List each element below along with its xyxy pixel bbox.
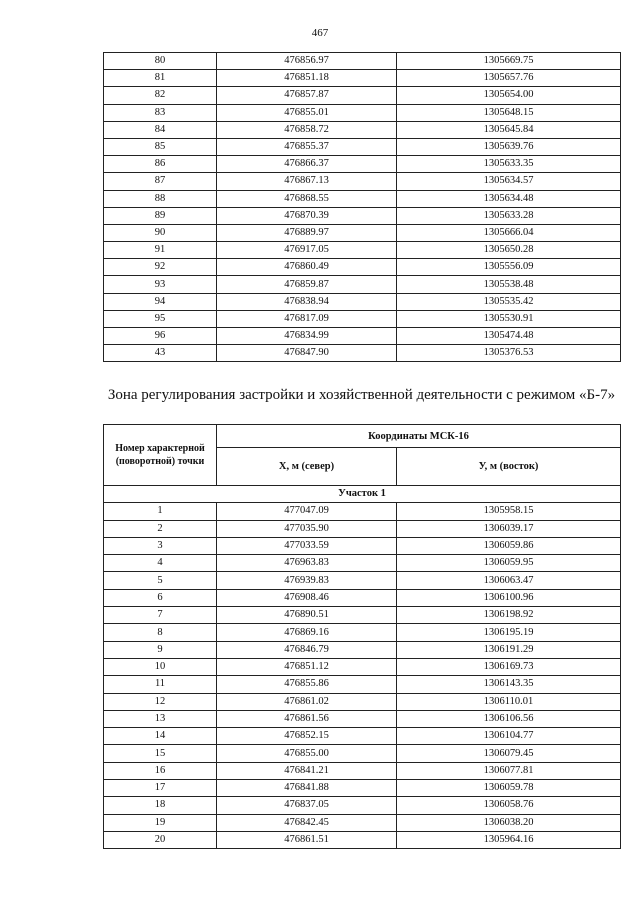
table-row [104, 70, 621, 87]
table-row [104, 572, 621, 589]
cell-x: 477033.59 [217, 537, 397, 554]
cell-y: 1306198.92 [397, 607, 621, 624]
cell-x: 476837.05 [217, 797, 397, 814]
table-row [104, 121, 621, 138]
cell-x: 476870.39 [217, 207, 397, 224]
table2-body [104, 486, 621, 849]
cell-x: 476846.79 [217, 641, 397, 658]
table-row [104, 814, 621, 831]
header-point-number: Номер характерной (поворотной) точки [104, 425, 217, 486]
cell-x: 476860.49 [217, 259, 397, 276]
table-row [104, 207, 621, 224]
cell-y: 1306059.95 [397, 555, 621, 572]
cell-point-number: 83 [104, 104, 217, 121]
table-row [104, 624, 621, 641]
cell-x: 476867.13 [217, 173, 397, 190]
cell-point-number: 11 [104, 676, 217, 693]
cell-x: 476834.99 [217, 328, 397, 345]
cell-point-number: 20 [104, 831, 217, 848]
cell-y: 1306143.35 [397, 676, 621, 693]
table-row [104, 259, 621, 276]
header-y: У, м (восток) [397, 448, 621, 486]
cell-y: 1306169.73 [397, 658, 621, 675]
cell-point-number: 89 [104, 207, 217, 224]
cell-point-number: 82 [104, 87, 217, 104]
cell-point-number: 7 [104, 607, 217, 624]
table-row [104, 293, 621, 310]
table-row [104, 310, 621, 327]
table-row [104, 762, 621, 779]
table-row [104, 676, 621, 693]
cell-y: 1306059.86 [397, 537, 621, 554]
header-coordinates: Координаты МСК-16 [217, 425, 621, 448]
cell-y: 1305376.53 [397, 345, 621, 362]
cell-point-number: 86 [104, 156, 217, 173]
cell-y: 1305474.48 [397, 328, 621, 345]
cell-x: 476908.46 [217, 589, 397, 606]
table-row [104, 555, 621, 572]
cell-x: 476963.83 [217, 555, 397, 572]
table-row [104, 156, 621, 173]
table-row [104, 53, 621, 70]
table-row [104, 710, 621, 727]
cell-point-number: 81 [104, 70, 217, 87]
cell-x: 476868.55 [217, 190, 397, 207]
table-row [104, 728, 621, 745]
table-row [104, 745, 621, 762]
cell-y: 1306059.78 [397, 780, 621, 797]
section-row [104, 486, 621, 503]
cell-point-number: 1 [104, 503, 217, 520]
table-row [104, 520, 621, 537]
cell-x: 476855.01 [217, 104, 397, 121]
cell-point-number: 8 [104, 624, 217, 641]
cell-y: 1306104.77 [397, 728, 621, 745]
table-row [104, 607, 621, 624]
cell-y: 1305634.48 [397, 190, 621, 207]
cell-x: 476856.97 [217, 53, 397, 70]
cell-point-number: 12 [104, 693, 217, 710]
cell-x: 476858.72 [217, 121, 397, 138]
table-row [104, 328, 621, 345]
cell-x: 476890.51 [217, 607, 397, 624]
cell-y: 1305654.00 [397, 87, 621, 104]
cell-x: 476851.18 [217, 70, 397, 87]
cell-point-number: 95 [104, 310, 217, 327]
cell-y: 1305669.75 [397, 53, 621, 70]
cell-y: 1306077.81 [397, 762, 621, 779]
cell-y: 1306079.45 [397, 745, 621, 762]
cell-x: 477035.90 [217, 520, 397, 537]
cell-point-number: 91 [104, 242, 217, 259]
cell-point-number: 3 [104, 537, 217, 554]
table-row [104, 138, 621, 155]
cell-point-number: 90 [104, 224, 217, 241]
cell-point-number: 93 [104, 276, 217, 293]
cell-point-number: 19 [104, 814, 217, 831]
cell-y: 1306106.56 [397, 710, 621, 727]
cell-x: 476917.05 [217, 242, 397, 259]
cell-point-number: 96 [104, 328, 217, 345]
cell-y: 1305650.28 [397, 242, 621, 259]
table-row [104, 242, 621, 259]
header-x: X, м (север) [217, 448, 397, 486]
table-row [104, 693, 621, 710]
cell-y: 1306191.29 [397, 641, 621, 658]
cell-point-number: 18 [104, 797, 217, 814]
cell-point-number: 10 [104, 658, 217, 675]
cell-x: 476861.51 [217, 831, 397, 848]
cell-y: 1305639.76 [397, 138, 621, 155]
cell-point-number: 84 [104, 121, 217, 138]
cell-x: 476841.21 [217, 762, 397, 779]
cell-y: 1306063.47 [397, 572, 621, 589]
cell-y: 1305633.28 [397, 207, 621, 224]
cell-y: 1305666.04 [397, 224, 621, 241]
cell-y: 1305556.09 [397, 259, 621, 276]
table-row [104, 780, 621, 797]
cell-y: 1305648.15 [397, 104, 621, 121]
cell-x: 476869.16 [217, 624, 397, 641]
cell-y: 1305964.16 [397, 831, 621, 848]
cell-point-number: 14 [104, 728, 217, 745]
cell-y: 1305958.15 [397, 503, 621, 520]
cell-point-number: 13 [104, 710, 217, 727]
cell-point-number: 9 [104, 641, 217, 658]
cell-y: 1306195.19 [397, 624, 621, 641]
table-row [104, 276, 621, 293]
cell-x: 476866.37 [217, 156, 397, 173]
table-row [104, 87, 621, 104]
cell-x: 476817.09 [217, 310, 397, 327]
cell-point-number: 80 [104, 53, 217, 70]
table2-header [104, 425, 621, 486]
cell-y: 1306058.76 [397, 797, 621, 814]
section-title: Зона регулирования застройки и хозяйственной деятельности с режимом «Б-7» [107, 387, 616, 403]
cell-point-number: 4 [104, 555, 217, 572]
table-row [104, 173, 621, 190]
cell-x: 476841.88 [217, 780, 397, 797]
cell-x: 476842.45 [217, 814, 397, 831]
cell-x: 477047.09 [217, 503, 397, 520]
cell-point-number: 15 [104, 745, 217, 762]
table-row [104, 190, 621, 207]
cell-x: 476851.12 [217, 658, 397, 675]
cell-y: 1305535.42 [397, 293, 621, 310]
table-row [104, 589, 621, 606]
cell-point-number: 85 [104, 138, 217, 155]
table-row [104, 641, 621, 658]
table1-body [104, 53, 621, 362]
cell-y: 1305530.91 [397, 310, 621, 327]
cell-y: 1306110.01 [397, 693, 621, 710]
table-row [104, 104, 621, 121]
cell-y: 1306038.20 [397, 814, 621, 831]
cell-y: 1306100.96 [397, 589, 621, 606]
table-row [104, 537, 621, 554]
page-number: 467 [311, 27, 329, 39]
table-row [104, 658, 621, 675]
cell-point-number: 17 [104, 780, 217, 797]
cell-point-number: 6 [104, 589, 217, 606]
cell-x: 476857.87 [217, 87, 397, 104]
cell-point-number: 88 [104, 190, 217, 207]
cell-point-number: 87 [104, 173, 217, 190]
cell-point-number: 43 [104, 345, 217, 362]
cell-y: 1305634.57 [397, 173, 621, 190]
coordinates-table-b7 [103, 424, 621, 849]
cell-x: 476838.94 [217, 293, 397, 310]
cell-y: 1305633.35 [397, 156, 621, 173]
cell-x: 476855.37 [217, 138, 397, 155]
table-row [104, 503, 621, 520]
table-row [104, 797, 621, 814]
cell-x: 476861.56 [217, 710, 397, 727]
table-row [104, 831, 621, 848]
table-row [104, 224, 621, 241]
cell-point-number: 16 [104, 762, 217, 779]
cell-y: 1305657.76 [397, 70, 621, 87]
cell-y: 1305538.48 [397, 276, 621, 293]
cell-point-number: 94 [104, 293, 217, 310]
cell-point-number: 5 [104, 572, 217, 589]
cell-y: 1305645.84 [397, 121, 621, 138]
section-label: Участок 1 [104, 486, 621, 503]
table-row [104, 345, 621, 362]
cell-x: 476859.87 [217, 276, 397, 293]
cell-x: 476855.00 [217, 745, 397, 762]
cell-point-number: 92 [104, 259, 217, 276]
cell-x: 476939.83 [217, 572, 397, 589]
cell-y: 1306039.17 [397, 520, 621, 537]
cell-point-number: 2 [104, 520, 217, 537]
cell-x: 476855.86 [217, 676, 397, 693]
cell-x: 476861.02 [217, 693, 397, 710]
cell-x: 476852.15 [217, 728, 397, 745]
cell-x: 476847.90 [217, 345, 397, 362]
coordinates-table-continued [103, 52, 621, 362]
cell-x: 476889.97 [217, 224, 397, 241]
